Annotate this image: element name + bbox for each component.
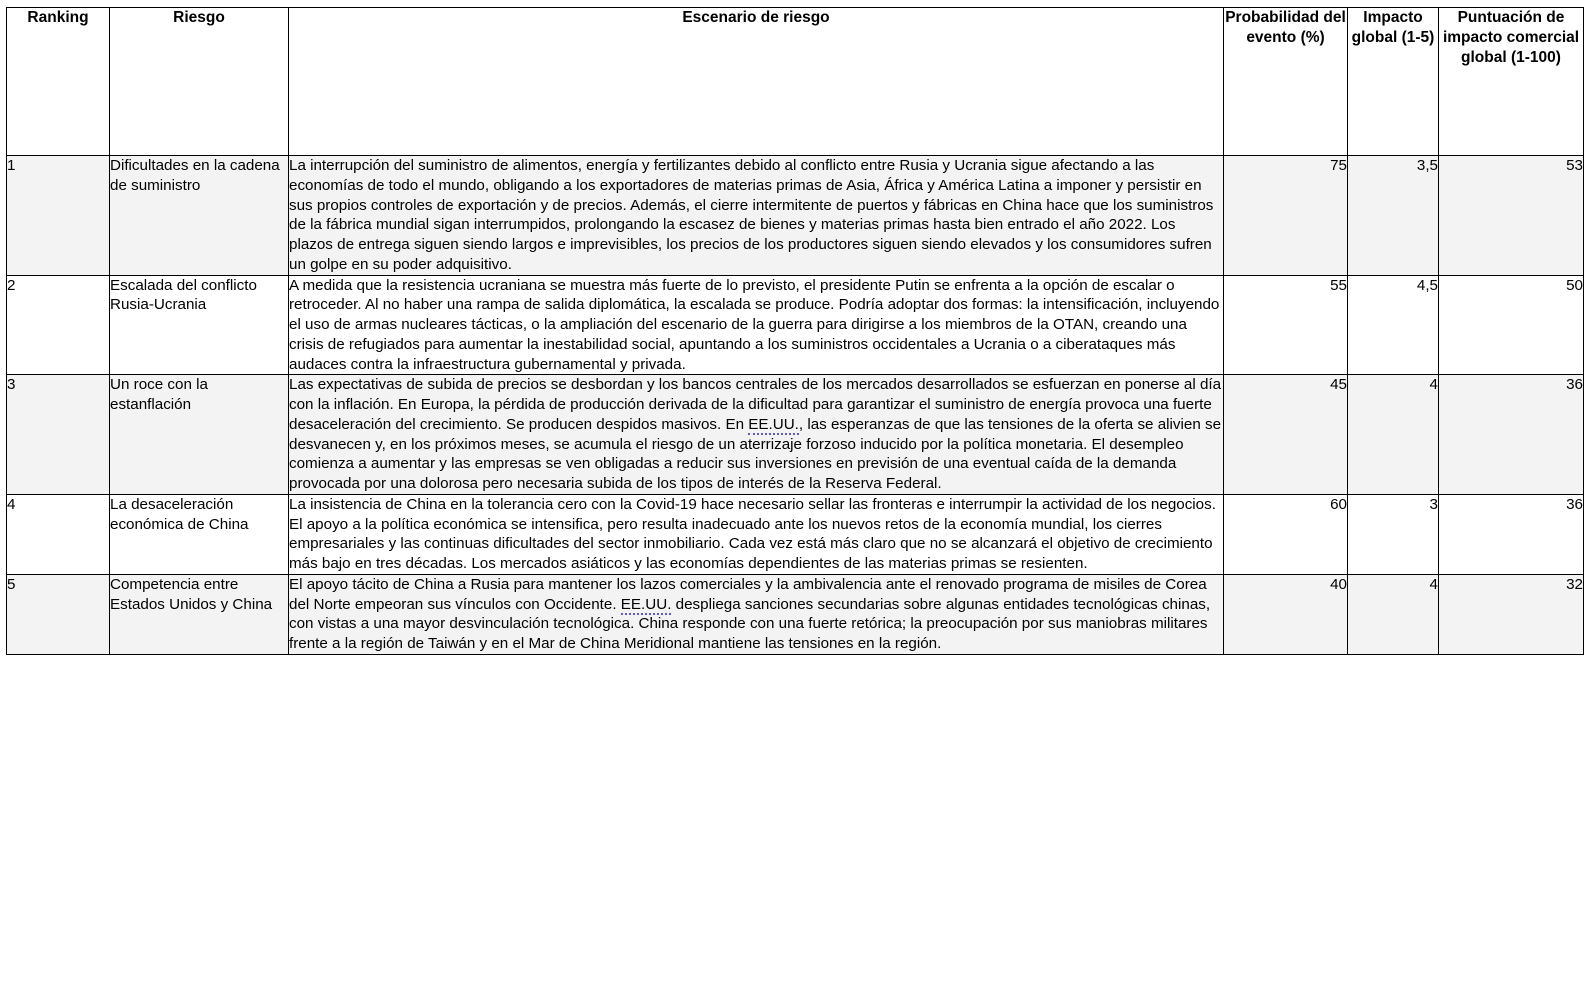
- header-row: [7, 8, 1584, 156]
- cell-puntuacion: 53: [1439, 156, 1584, 276]
- cell-probabilidad: 55: [1224, 275, 1348, 375]
- table-header: [7, 8, 1584, 156]
- cell-escenario: [289, 574, 1224, 654]
- cell-probabilidad: 60: [1224, 494, 1348, 574]
- cell-puntuacion: 36: [1439, 494, 1584, 574]
- cell-impacto: 3: [1348, 494, 1439, 574]
- column-header-escenario-label: Escenario de riesgo: [682, 9, 830, 26]
- scenario-text-part2: , las esperanzas de que las tensiones de la oferta se alivien se desvanecen y, en los próximos meses, se acumula el riesgo de un aterrizaje forzoso inducido por la política monetaria. El desempleo comienza a aumentar y las empresas se ven obligadas a reducir sus inversiones en previsión de una eventual caída de la demanda provocada por una dolorosa pero necesaria subida de los tipos de interés de la Reserva Federal.: [289, 415, 1222, 492]
- cell-escenario: [289, 375, 1224, 495]
- risk-ranking-table: [6, 7, 1584, 655]
- column-header-puntuacion: [1439, 8, 1584, 156]
- cell-probabilidad: 75: [1224, 156, 1348, 276]
- column-header-escenario: [289, 8, 1224, 156]
- cell-riesgo: Competencia entre Estados Unidos y China: [110, 574, 289, 654]
- cell-probabilidad: 40: [1224, 574, 1348, 654]
- cell-riesgo: Un roce con la estanflación: [110, 375, 289, 495]
- cell-riesgo: Escalada del conflicto Rusia-Ucrania: [110, 275, 289, 375]
- column-header-ranking-label: Ranking: [27, 9, 89, 26]
- scenario-text: La insistencia de China en la tolerancia cero con la Covid-19 hace necesario sellar las fronteras e interrumpir la actividad de los negocios. El apoyo a la política económica se intensifica, pero resulta inadecuado ante los nuevos retos de la economía mundial, los cierres empresariales y las continuas dificultades del sector inmobiliario. Cada vez está más claro que no se alcanzará el objetivo de crecimiento más bajo en tres décadas. Los mercados asiáticos y las economías dependientes de las materias primas se resienten.: [289, 495, 1216, 572]
- column-header-probabilidad: [1224, 8, 1348, 156]
- table-row: [7, 275, 1584, 375]
- table-row: [7, 494, 1584, 574]
- cell-riesgo: Dificultades en la cadena de suministro: [110, 156, 289, 276]
- cell-puntuacion: 32: [1439, 574, 1584, 654]
- cell-ranking: 5: [7, 574, 110, 654]
- cell-ranking: 1: [7, 156, 110, 276]
- cell-impacto: 3,5: [1348, 156, 1439, 276]
- table-row: [7, 375, 1584, 495]
- cell-ranking: 2: [7, 275, 110, 375]
- cell-probabilidad: 45: [1224, 375, 1348, 495]
- column-header-probabilidad-label: Probabilidad del evento (%): [1225, 9, 1346, 46]
- cell-ranking: 4: [7, 494, 110, 574]
- cell-escenario: [289, 156, 1224, 276]
- cell-impacto: 4: [1348, 574, 1439, 654]
- table-row: [7, 156, 1584, 276]
- cell-impacto: 4,5: [1348, 275, 1439, 375]
- smarttag-abbreviation: EE.UU.: [620, 595, 672, 613]
- cell-impacto: 4: [1348, 375, 1439, 495]
- cell-ranking: 3: [7, 375, 110, 495]
- scenario-text: La interrupción del suministro de alimentos, energía y fertilizantes debido al conflicto entre Rusia y Ucrania sigue afectando a las economías de todo el mundo, obligando a los exportadores de materias primas de Asia, África y América Latina a imponer y persistir en sus propios controles de exportación y de precios. Además, el cierre intermitente de puertos y fábricas en China hace que los suministros de la fábrica mundial sigan interrumpidos, prolongando la escasez de bienes y materias primas hasta bien entrado el año 2022. Los plazos de entrega siguen siendo largos e imprevisibles, los precios de los productores siguen siendo elevados y los consumidores sufren un golpe en su poder adquisitivo.: [289, 157, 1214, 273]
- cell-puntuacion: 50: [1439, 275, 1584, 375]
- cell-escenario: [289, 275, 1224, 375]
- smarttag-abbreviation: EE.UU.: [748, 415, 799, 433]
- table-row: [7, 574, 1584, 654]
- column-header-ranking: [7, 8, 110, 156]
- cell-riesgo: La desaceleración económica de China: [110, 494, 289, 574]
- scenario-text-part1: El apoyo tácito de China a Rusia para mantener los lazos comerciales y la ambivalencia ante el renovado programa de misiles de Corea del Norte empeoran sus vínculos con Occidente.: [289, 575, 1207, 613]
- column-header-riesgo: [110, 8, 289, 156]
- cell-escenario: [289, 494, 1224, 574]
- scenario-text-part1: Las expectativas de subida de precios se desbordan y los bancos centrales de los mercados desarrollados se esfuerzan en ponerse al día con la inflación. En Europa, la pérdida de producción derivada de la dificultad para garantizar el suministro de energía provoca una fuerte desaceleración del crecimiento. Se producen despidos masivos. En: [289, 376, 1222, 433]
- scenario-text-part2: despliega sanciones secundarias sobre algunas entidades tecnológicas chinas, con vistas a una mayor desvinculación tecnológica. China responde con una fuerte retórica; la preocupación por sus maniobras militares frente a la región de Taiwán y en el Mar de China Meridional mantiene las tensiones en la región.: [289, 595, 1211, 652]
- column-header-puntuacion-label: Puntuación de impacto comercial global (1-100): [1442, 9, 1580, 66]
- column-header-impacto: [1348, 8, 1439, 156]
- cell-puntuacion: 36: [1439, 375, 1584, 495]
- column-header-impacto-label: Impacto global (1-5): [1351, 9, 1435, 46]
- scenario-text: A medida que la resistencia ucraniana se muestra más fuerte de lo previsto, el presidente Putin se enfrenta a la opción de escalar o retroceder. Al no haber una rampa de salida diplomática, la escalada se produce. Podría adoptar dos formas: la intensificación, incluyendo el uso de armas nucleares tácticas, o la ampliación del escenario de la guerra para dirigirse a los miembros de la OTAN, creando una crisis de refugiados para aumentar la inestabilidad social, apuntando a los suministros occidentales a Ucrania o a ciberataques más audaces contra la infraestructura gubernamental y privada.: [289, 276, 1220, 373]
- column-header-riesgo-label: Riesgo: [173, 9, 225, 26]
- document-page: [0, 7, 1588, 999]
- table-body: [7, 156, 1584, 655]
